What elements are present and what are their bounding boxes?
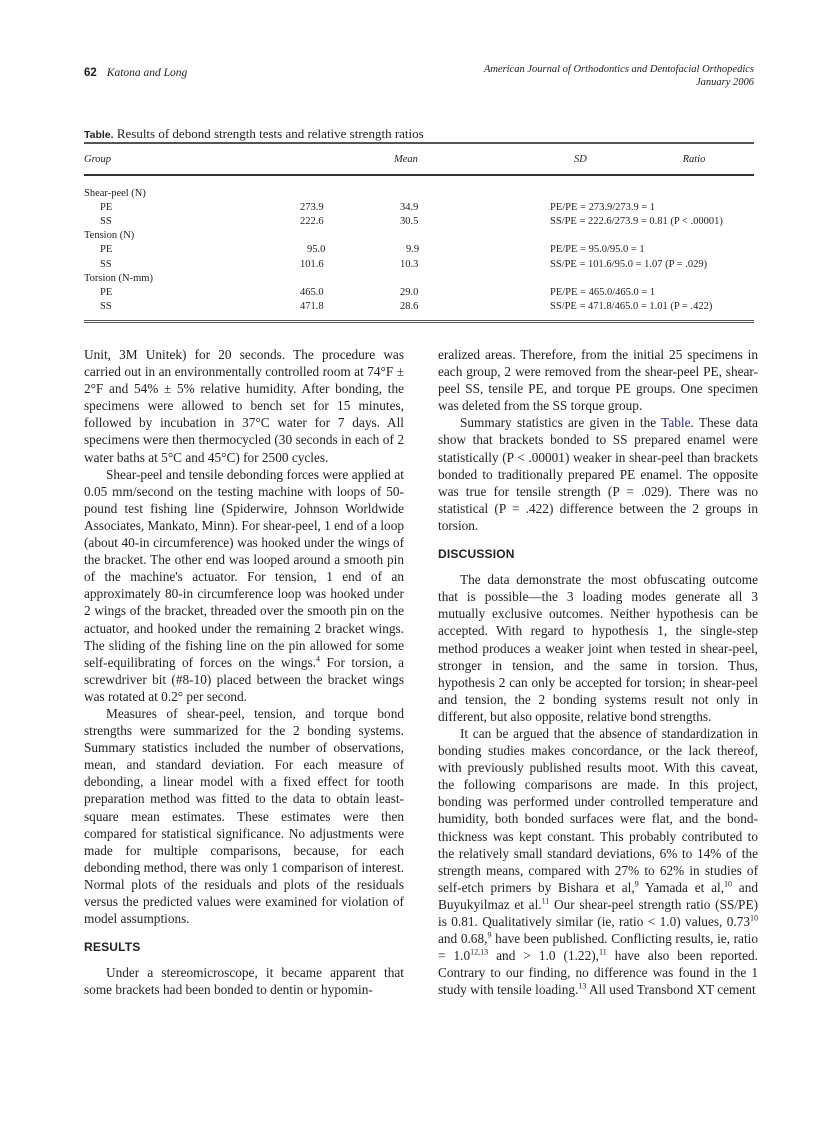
cell-group: PE	[100, 201, 113, 213]
table-caption	[84, 126, 424, 142]
cell-group: SS	[100, 301, 112, 313]
group-label: Shear-peel (N)	[84, 187, 146, 199]
citation-ref[interactable]: 13	[578, 981, 587, 991]
table-group-row	[84, 229, 754, 243]
page-header	[84, 63, 754, 93]
cell-mean: 465.0	[300, 286, 324, 298]
table-row	[84, 243, 754, 257]
cell-ratio: SS/PE = 222.6/273.9 = 0.81 (P < .00001)	[550, 215, 723, 227]
col-header-mean: Mean	[394, 153, 418, 165]
table-label: Table.	[84, 129, 114, 141]
cell-ratio: PE/PE = 95.0/95.0 = 1	[550, 244, 645, 256]
citation-ref[interactable]: 12,13	[470, 947, 489, 957]
cell-group: SS	[100, 258, 112, 270]
table-row	[84, 300, 754, 314]
cell-sd: 29.0	[400, 286, 419, 298]
cell-mean: 471.8	[300, 301, 324, 313]
cell-mean: 101.6	[300, 258, 324, 270]
table-bottom-rule	[84, 320, 754, 323]
cell-group: PE	[100, 244, 113, 256]
cell-sd: 10.3	[400, 258, 419, 270]
table-row	[84, 214, 754, 228]
cell-ratio: PE/PE = 273.9/273.9 = 1	[550, 201, 656, 213]
citation-ref[interactable]: 9	[487, 930, 492, 940]
cell-group: PE	[100, 286, 113, 298]
col-header-ratio: Ratio	[682, 153, 706, 165]
cell-mean: 273.9	[300, 201, 324, 213]
left-column	[84, 346, 404, 998]
paragraph: Shear-peel and tensile debonding forces were applied at 0.05 mm/second on the testing machine with loops of 50-pound test fishing line (Spiderwire, Johnson Worldwide Associates, Mankato, Minn). For shear-peel, 1 end of a loop (about 40-in circumference) was hooked under the wings of the bracket. The other end was looped around a smooth pin of the machine's actuator. For tension, 1 end of an approximately 80-in circumference loop was hooked under 2 wings of the bracket, threaded over the smooth pin on the actuator, and hooked under the remaining 2 bracket wings. The sliding of the fishing line on the pin allowed for some self-equilibrating of forces on the wings.$^4$ For torsion, a screwdriver bit (#8-10) placed between the bracket wings was rotated at 0.2° per second.	[84, 466, 404, 704]
cell-group: SS	[100, 215, 112, 227]
cell-sd: 30.5	[400, 215, 419, 227]
table-group-row	[84, 186, 754, 200]
group-label: Tension (N)	[84, 230, 135, 242]
cell-mean: 95.0	[307, 244, 326, 256]
section-heading-discussion: DISCUSSION	[438, 547, 515, 562]
citation-ref[interactable]: 11	[541, 896, 550, 906]
paragraph: eralized areas. Therefore, from the initial 25 specimens in each group, 2 were removed from the shear-peel PE, shear-peel SS, tensile PE, and torque PE groups. One specimen was deleted from the SS torque group.	[438, 347, 758, 414]
citation-ref[interactable]: 4	[316, 654, 321, 664]
table-row	[84, 285, 754, 299]
citation-ref[interactable]: 11	[598, 947, 607, 957]
paragraph: The data demonstrate the most obfuscating outcome that is possible—the 3 loading modes generate all 3 mutually exclusive outcomes. Neither hypothesis can be accepted. With regard to hypothesis 1, the single-step method produces a weaker joint when tested in shear-peel, stronger in tension, and the same in torsion. Thus, hypothesis 2 can only be accepted for torsion; in shear-peel and tension, the 2 bonding systems result not only in different, but also opposite, relative bond strengths.	[438, 572, 758, 724]
cell-ratio: SS/PE = 471.8/465.0 = 1.01 (P = .422)	[550, 301, 713, 313]
results-table	[84, 142, 754, 323]
table-row	[84, 200, 754, 214]
table-row	[84, 257, 754, 271]
citation-ref[interactable]: 10	[750, 913, 758, 923]
paragraph: Under a stereomicroscope, it became apparent that some brackets had been bonded to dentin or hypomin-	[84, 965, 404, 998]
group-label: Torsion (N-mm)	[84, 272, 153, 284]
section-heading-results: RESULTS	[84, 940, 141, 955]
right-column	[438, 346, 758, 998]
cell-ratio: PE/PE = 465.0/465.0 = 1	[550, 286, 656, 298]
col-header-group: Group	[84, 153, 112, 165]
col-header-sd: SD	[574, 153, 587, 165]
table-caption-text: Results of debond strength tests and relative strength ratios	[116, 126, 424, 141]
cell-ratio: SS/PE = 101.6/95.0 = 1.07 (P = .029)	[550, 258, 708, 270]
paragraph: It can be argued that the absence of standardization in bonding studies makes concordance, or the lack thereof, with previously published results moot. With this caveat, the following comparisons are made. In this project, bonding was performed under controlled temperature and humidity, both bonded surfaces were flat, and the bond-thickness was kept constant. This probably contributed to the relatively small standard deviations, 6% to 14% of the strength means, compared with 27% to 62% in studies of self-etch primers by Bishara et al,$^9$ Yamada et al,$^{10}$ and Buyukyilmaz et al.$^{11}$ Our shear-peel strength ratio (SS/PE) is 0.81. Qualitatively similar (ie, ratio < 1.0) values, 0.73$^{10}$ and 0.68,$^9$ have been published. Conflicting results, ie, ratio = $1.0^{12,13}$ and > 1.0 (1.22),$^{11}$ have also been reported. Contrary to our finding, no difference was found in the 1 study with tensile loading.$^{13}$ All used Transbond XT cement	[438, 725, 759, 998]
paragraph: Measures of shear-peel, tension, and torque bond strengths were summarized for the 2 bonding systems. Summary statistics included the number of observations, mean, and standard deviation. For each measure of debonding, a linear model with a fixed effect for tooth preparation method was fitted to the data to obtain least-square mean estimates. These estimates were then compared for statistical significance. No adjustments were made for multiple comparisons, because, for each debonding method, there was only 1 comparison of interest. Normal plots of the residuals and plots of the residuals versus the predicted values were examined for violation of model assumptions.	[84, 705, 404, 927]
table-group-row	[84, 271, 754, 285]
table-link[interactable]: Table	[661, 415, 691, 431]
citation-ref[interactable]: 9	[634, 879, 639, 889]
cell-mean: 222.6	[300, 215, 324, 227]
cell-sd: 34.9	[400, 201, 419, 213]
cell-sd: 28.6	[400, 301, 419, 313]
table-header-row	[84, 144, 754, 174]
paragraph: Summary statistics are given in the Table. These data show that brackets bonded to SS prepared enamel were statistically (P < .00001) weaker in shear-peel than brackets bonded to traditionally prepared PE enamel. The opposite was true for tensile strength (P = .029). There was no statistical (P = .422) difference between the 2 groups in torsion.	[438, 415, 758, 533]
citation-ref[interactable]: 10	[724, 879, 733, 889]
cell-sd: 9.9	[406, 244, 420, 256]
table-body	[84, 176, 754, 320]
journal-info	[484, 63, 754, 89]
journal-title: American Journal of Orthodontics and Dentofacial Orthopedics	[483, 64, 754, 75]
paragraph: Unit, 3M Unitek) for 20 seconds. The procedure was carried out in an environmentally controlled room at 74°F ± 2°F and 54% ± 5% relative humidity. After bonding, the specimens were allowed to bench set for 15 minutes, followed by incubation in 37°C water for 7 days. All specimens were then thermocycled (30 seconds in each of 2 water baths at 5°C and 45°C) for 2500 cycles.	[84, 347, 404, 465]
page-number: 62	[84, 67, 97, 79]
journal-date: January 2006	[695, 77, 754, 88]
running-authors: Katona and Long	[106, 67, 188, 79]
